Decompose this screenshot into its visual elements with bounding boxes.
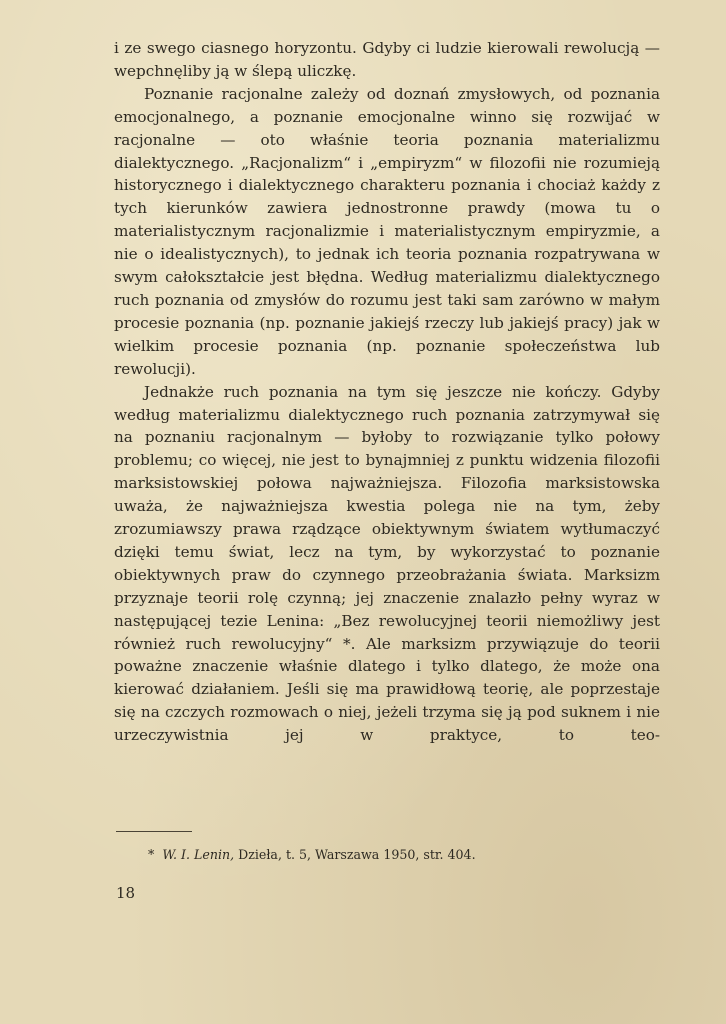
footnote-source: Dzieła, t. 5, Warszawa 1950, str. 404. <box>238 847 476 862</box>
footnote-author: W. I. Lenin, <box>162 847 235 862</box>
footnote-marker: * <box>148 847 155 862</box>
page-number: 18 <box>116 884 136 902</box>
paragraph-1: i ze swego ciasnego horyzontu. Gdyby ci ludzie kierowali rewolucją — wepchnęliby ją w ślepą uliczkę. <box>114 39 660 80</box>
paragraph-3: Jednakże ruch poznania na tym się jeszcze nie kończy. Gdyby według materializmu dialektycznego ruch poznania zatrzymywał się na poznaniu racjonalnym — byłoby to rozwiązanie tylko połowy problemu; co więcej, nie jest to bynajmniej z punktu widzenia filozofii marksistowskiej połowa najważniejsza. Filozofia marksistowska uważa, że najważniejsza kwestia polega nie na tym, żeby zrozumiawszy prawa rządzące obiektywnym światem wytłumaczyć dzięki temu świat, lecz na tym, by wykorzystać to poznanie obiektywnych praw do czynnego przeobrażania świata. Marksizm przyznaje teorii rolę czynną; jej znaczenie znalazło pełny wyraz w następującej tezie Lenina: „Bez rewolucyjnej teorii niemożliwy jest również ruch rewolucyjny“ *. Ale marksizm przywiązuje do teorii poważne znaczenie właśnie dlatego i tylko dlatego, że może ona kierować działaniem. Jeśli się ma prawidłową teorię, ale poprzestaje się na czczych rozmowach o niej, jeżeli trzyma się ją pod suknem i nie urzeczywistnia jej w praktyce, to teo- <box>114 382 660 745</box>
body-text <box>114 37 660 747</box>
footnote-divider <box>116 831 192 832</box>
paragraph-2: Poznanie racjonalne zależy od doznań zmysłowych, od poznania emocjonalnego, a poznanie emocjonalne winno się rozwijać w racjonalne — oto właśnie teoria poznania materializmu dialektycznego. „Racjonalizm“ i „empiryzm“ w filozofii nie rozumieją historycznego i dialektycznego charakteru poznania i chociaż każdy z tych kierunków zawiera jednostronne prawdy (mowa tu o materialistycznym racjonalizmie i materialistycznym empiryzmie, a nie o idealistycznych), to jednak ich teoria poznania rozpatrywana w swym całokształcie jest błędna. Według materializmu dialektycznego ruch poznania od zmysłów do rozumu jest taki sam zarówno w małym procesie poznania (np. poznanie jakiejś rzeczy lub jakiejś pracy) jak w wielkim procesie poznania (np. poznanie społeczeństwa lub rewolucji). <box>114 84 660 378</box>
footnote <box>148 846 628 864</box>
